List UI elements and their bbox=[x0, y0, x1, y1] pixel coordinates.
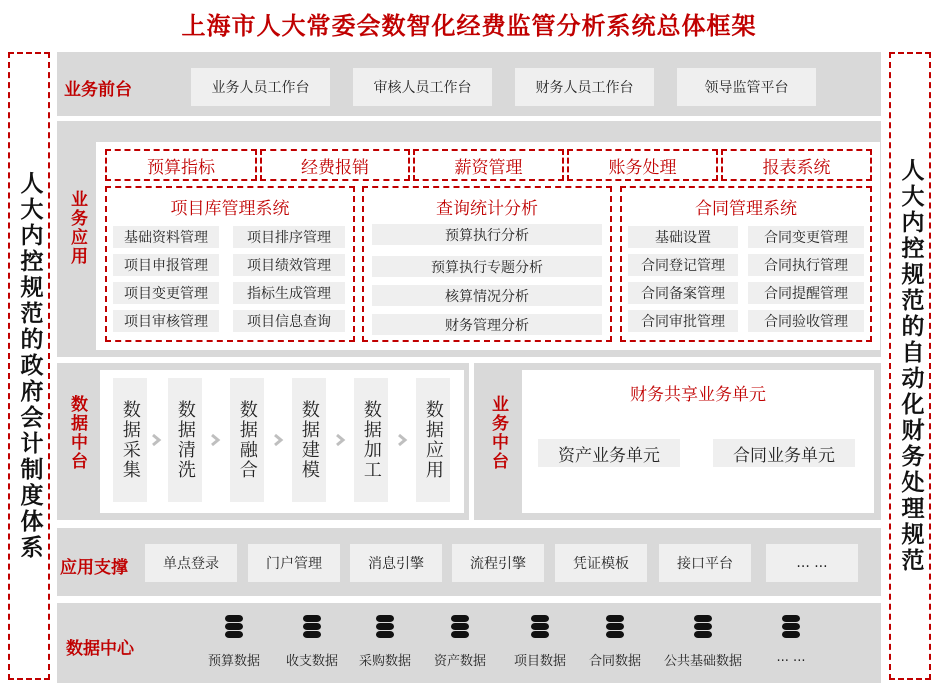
support-more: ... ... bbox=[766, 544, 858, 582]
data-center-label: 数据中心 bbox=[66, 639, 134, 659]
database-icon bbox=[531, 615, 549, 641]
query-item-1: 预算执行专题分析 bbox=[372, 256, 602, 277]
step-process bbox=[354, 378, 388, 502]
step-clean bbox=[168, 378, 202, 502]
query-item-0: 预算执行分析 bbox=[372, 224, 602, 245]
biz-mid-title: 财务共享业务单元 bbox=[630, 385, 766, 405]
project-item-2: 项目申报管理 bbox=[113, 254, 219, 276]
chevron-right-icon bbox=[396, 433, 410, 447]
step-fuse bbox=[230, 378, 264, 502]
left-side-panel bbox=[8, 52, 50, 680]
diagram-title: 上海市人大常委会数智化经费监管分析系统总体框架 bbox=[181, 12, 757, 40]
module-accounting: 账务处理 bbox=[567, 149, 718, 181]
contract-system-title: 合同管理系统 bbox=[695, 199, 797, 219]
contract-unit: 合同业务单元 bbox=[713, 439, 855, 467]
chevron-right-icon bbox=[334, 433, 348, 447]
data-center-item-7: ... ... bbox=[776, 650, 806, 665]
query-item-2: 核算情况分析 bbox=[372, 285, 602, 306]
left-side-text: 人大内控规范的政府会计制度体系 bbox=[16, 171, 43, 561]
front-item-3: 领导监管平台 bbox=[677, 68, 816, 106]
database-icon bbox=[303, 615, 321, 641]
step-collect bbox=[113, 378, 147, 502]
biz-mid-label: 业务中台 bbox=[488, 395, 508, 471]
database-icon bbox=[606, 615, 624, 641]
module-reimburse: 经费报销 bbox=[260, 149, 410, 181]
chevron-right-icon bbox=[209, 433, 223, 447]
contract-item-2: 合同登记管理 bbox=[628, 254, 738, 276]
contract-item-1: 合同变更管理 bbox=[748, 226, 864, 248]
support-sso: 单点登录 bbox=[145, 544, 237, 582]
data-center-item-3: 资产数据 bbox=[433, 654, 486, 669]
data-center-item-0: 预算数据 bbox=[207, 654, 260, 669]
apps-label: 业务应用 bbox=[67, 190, 87, 266]
front-label: 业务前台 bbox=[64, 80, 132, 100]
database-icon bbox=[782, 615, 800, 641]
data-center-item-4: 项目数据 bbox=[513, 654, 566, 669]
data-center-item-5: 合同数据 bbox=[588, 654, 641, 669]
query-item-3: 财务管理分析 bbox=[372, 314, 602, 335]
right-side-panel bbox=[889, 52, 931, 680]
step-model bbox=[292, 378, 326, 502]
project-item-3: 项目绩效管理 bbox=[233, 254, 345, 276]
support-workflow: 流程引擎 bbox=[452, 544, 544, 582]
asset-unit: 资产业务单元 bbox=[538, 439, 680, 467]
module-budget: 预算指标 bbox=[105, 149, 257, 181]
contract-item-4: 合同备案管理 bbox=[628, 282, 738, 304]
front-item-0: 业务人员工作台 bbox=[191, 68, 330, 106]
contract-item-7: 合同验收管理 bbox=[748, 310, 864, 332]
contract-item-3: 合同执行管理 bbox=[748, 254, 864, 276]
project-item-7: 项目信息查询 bbox=[233, 310, 345, 332]
front-item-2: 财务人员工作台 bbox=[515, 68, 654, 106]
module-salary: 薪资管理 bbox=[413, 149, 564, 181]
project-item-6: 项目审核管理 bbox=[113, 310, 219, 332]
data-center-item-2: 采购数据 bbox=[358, 654, 411, 669]
project-item-1: 项目排序管理 bbox=[233, 226, 345, 248]
data-center-item-6: 公共基础数据 bbox=[663, 654, 742, 669]
module-report: 报表系统 bbox=[721, 149, 872, 181]
project-item-4: 项目变更管理 bbox=[113, 282, 219, 304]
query-system-title: 查询统计分析 bbox=[436, 199, 538, 219]
contract-item-0: 基础设置 bbox=[628, 226, 738, 248]
step-apply bbox=[416, 378, 450, 502]
support-label: 应用支撑 bbox=[60, 558, 128, 578]
right-side-text: 人大内控规范的自动化财务处理规范 bbox=[897, 158, 924, 574]
project-item-0: 基础资料管理 bbox=[113, 226, 219, 248]
step-apply-label: 数据应用 bbox=[422, 400, 444, 480]
database-icon bbox=[451, 615, 469, 641]
contract-item-5: 合同提醒管理 bbox=[748, 282, 864, 304]
step-collect-label: 数据采集 bbox=[119, 400, 141, 480]
database-icon bbox=[225, 615, 243, 641]
step-process-label: 数据加工 bbox=[360, 400, 382, 480]
data-mid-label: 数据中台 bbox=[67, 395, 87, 471]
chevron-right-icon bbox=[272, 433, 286, 447]
step-clean-label: 数据清洗 bbox=[174, 400, 196, 480]
chevron-right-icon bbox=[150, 433, 164, 447]
support-voucher: 凭证模板 bbox=[555, 544, 647, 582]
data-center-item-1: 收支数据 bbox=[285, 654, 338, 669]
support-message: 消息引擎 bbox=[350, 544, 442, 582]
front-item-1: 审核人员工作台 bbox=[353, 68, 492, 106]
database-icon bbox=[376, 615, 394, 641]
step-fuse-label: 数据融合 bbox=[236, 400, 258, 480]
support-api: 接口平台 bbox=[659, 544, 751, 582]
support-portal: 门户管理 bbox=[248, 544, 340, 582]
project-system-title: 项目库管理系统 bbox=[170, 199, 290, 219]
data-center-band bbox=[57, 603, 881, 683]
project-item-5: 指标生成管理 bbox=[233, 282, 345, 304]
step-model-label: 数据建模 bbox=[298, 400, 320, 480]
contract-item-6: 合同审批管理 bbox=[628, 310, 738, 332]
database-icon bbox=[694, 615, 712, 641]
